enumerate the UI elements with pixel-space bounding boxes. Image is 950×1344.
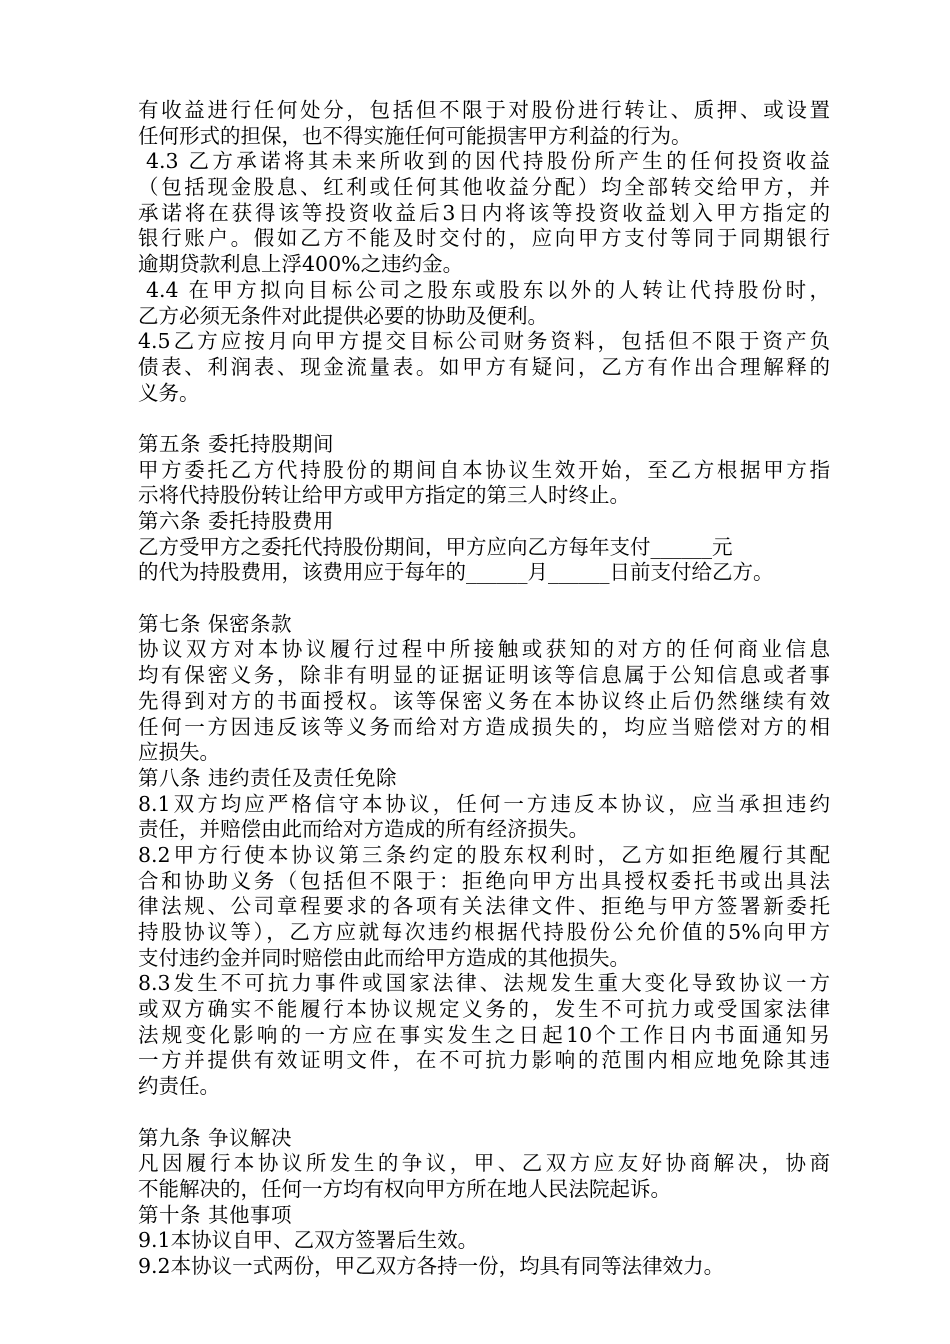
text-line: 持股协议等），乙方应就每次违约根据代持股份公允价值的5%向甲方 [138, 920, 830, 944]
text-line: 不能解决的，任何一方均有权向甲方所在地人民法院起诉。 [138, 1176, 671, 1201]
section-heading: 第六条 委托持股费用 [138, 509, 335, 533]
text-line: 8.3发生不可抗力事件或国家法律、法规发生重大变化导致协议一方 [138, 971, 830, 996]
section-heading: 第五条 委托持股期间 [138, 431, 335, 456]
text-line: 逾期贷款利息上浮400%之违约金。 [138, 252, 464, 277]
text-line: 任何一方因违反该等义务而给对方造成损失的，均应当赔偿对方的相 [138, 714, 830, 739]
text-line: 承诺将在获得该等投资收益后3日内将该等投资收益划入甲方指定的 [138, 200, 830, 225]
text-line: 法规变化影响的一方应在事实发生之日起10个工作日内书面通知另 [138, 1022, 830, 1047]
text-line: 9.2本协议一式两份，甲乙双方各持一份，均具有同等法律效力。 [138, 1253, 725, 1278]
section-heading: 第七条 保密条款 [138, 611, 293, 636]
text-line: 任何形式的担保，也不得实施任何可能损害甲方利益的行为。 [138, 123, 692, 148]
text-line: 的代为持股费用，该费用应于每年的______月______日前支付给乙方。 [138, 560, 774, 585]
blank-line [138, 406, 830, 432]
blank-line [138, 586, 830, 612]
text-line: 8.2甲方行使本协议第三条约定的股东权利时，乙方如拒绝履行其配 [138, 842, 830, 867]
text-line: 合和协助义务（包括但不限于：拒绝向甲方出具授权委托书或出具法 [138, 868, 830, 893]
text-line: 乙方必须无条件对此提供必要的协助及便利。 [138, 303, 548, 328]
text-line: 银行账户。假如乙方不能及时交付的，应向甲方支付等同于同期银行 [138, 226, 830, 251]
text-line: 应损失。 [138, 740, 220, 765]
text-line: 支付违约金并同时赔偿由此而给甲方造成的其他损失。 [138, 945, 630, 970]
text-line: 义务。 [138, 380, 200, 405]
text-line: 责任，并赔偿由此而给对方造成的所有经济损失。 [138, 817, 589, 842]
text-line: 8.1双方均应严格信守本协议，任何一方违反本协议，应当承担违约 [138, 791, 830, 816]
text-line: 9.1本协议自甲、乙双方签署后生效。 [138, 1228, 479, 1253]
text-line: 4.5乙方应按月向甲方提交目标公司财务资料，包括但不限于资产负 [138, 329, 830, 354]
text-line: 甲方委托乙方代持股份的期间自本协议生效开始，至乙方根据甲方指 [138, 457, 830, 482]
text-line: 4.3 乙方承诺将其未来所收到的因代持股份所产生的任何投资收益 [146, 149, 830, 174]
section-heading: 第九条 争议解决 [138, 1125, 293, 1150]
text-line: 均有保密义务，除非有明显的证据证明该等信息属于公知信息或者事 [138, 663, 830, 688]
text-line: 约责任。 [138, 1074, 220, 1099]
text-line: 先得到对方的书面授权。该等保密义务在本协议终止后仍然继续有效 [138, 688, 830, 713]
text-line: 一方并提供有效证明文件，在不可抗力影响的范围内相应地免除其违 [138, 1048, 830, 1073]
text-line: 凡因履行本协议所发生的争议，甲、乙双方应友好协商解决，协商 [138, 1151, 830, 1176]
text-line: 示将代持股份转让给甲方或甲方指定的第三人时终止。 [138, 483, 630, 508]
text-line: （包括现金股息、红利或任何其他收益分配）均全部转交给甲方，并 [138, 175, 830, 200]
text-line: 债表、利润表、现金流量表。如甲方有疑问，乙方有作出合理解释的 [138, 354, 830, 379]
document-page [138, 98, 830, 1280]
text-line: 有收益进行任何处分，包括但不限于对股份进行转让、质押、或设置 [138, 98, 830, 122]
text-line: 4.4 在甲方拟向目标公司之股东或股东以外的人转让代持股份时， [146, 277, 830, 302]
section-heading: 第八条 违约责任及责任免除 [138, 765, 398, 790]
text-line: 协议双方对本协议履行过程中所接触或获知的对方的任何商业信息 [138, 637, 830, 662]
text-line: 乙方受甲方之委托代持股份期间，甲方应向乙方每年支付______元 [138, 534, 733, 559]
blank-line [138, 1100, 830, 1126]
section-heading: 第十条 其他事项 [138, 1202, 293, 1227]
text-line: 或双方确实不能履行本协议规定义务的，发生不可抗力或受国家法律 [138, 997, 830, 1022]
text-line: 律法规、公司章程要求的各项有关法律文件、拒绝与甲方签署新委托 [138, 894, 830, 919]
